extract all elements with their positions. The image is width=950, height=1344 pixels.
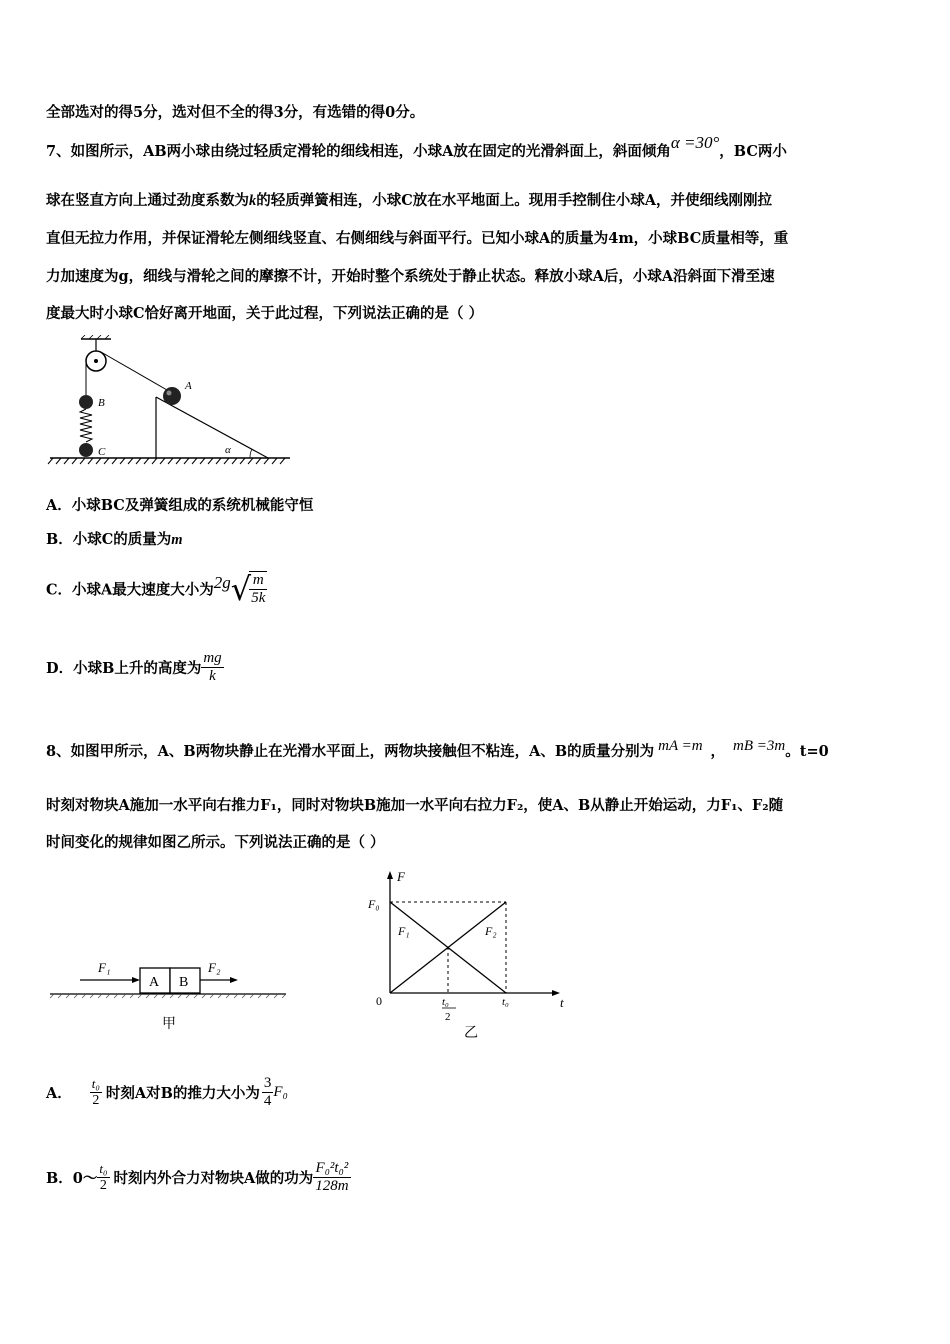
q7-line-2 (46, 189, 772, 210)
q8-option-a-tail: F₀ (273, 1084, 288, 1100)
q7-line-5: 度最大时小球C恰好离开地面，关于此过程，下列说法正确的是（ ） (46, 305, 484, 322)
q7-option-d-text: D．小球B上升的高度为 (46, 660, 202, 677)
instruction-line: 全部选对的得5分，选对但不全的得3分，有选错的得0分。 (46, 104, 425, 121)
q7-line-1 (46, 133, 787, 161)
frac-num: mg (203, 650, 222, 666)
q8-line-1-b: 。t=0 (785, 743, 829, 760)
string-right (101, 352, 167, 390)
q7-option-d[interactable] (46, 650, 224, 685)
f2-label: F₂ (208, 960, 221, 975)
q8-option-b-frac (97, 1161, 109, 1194)
q7-option-c-coef: 2g (213, 573, 231, 592)
label-c: C (98, 446, 106, 458)
q8-sep: ， (710, 743, 726, 760)
q7-line-3: 直但无拉力作用，并保证滑轮左侧细线竖直、右侧细线与斜面平行。已知小球A的质量为4m，小球BC质量相等，重 (46, 230, 789, 247)
q8-option-b[interactable] (46, 1160, 351, 1195)
ball-b (79, 395, 93, 409)
q8-figure-yi (360, 865, 580, 1045)
q7-line-1-b: ，BC两小 (719, 143, 787, 160)
q8-line-3: 时间变化的规律如图乙所示。下列说法正确的是（ ） (46, 834, 385, 851)
ground-hatch (48, 458, 285, 464)
label-b: B (98, 397, 105, 409)
frac-num: 3 (263, 1075, 272, 1091)
f1-curve-label: F₁ (398, 924, 410, 938)
q7-line-2-a: 球在竖直方向上通过劲度系数为 (46, 192, 249, 209)
frac-num: F₀²t₀² (313, 1160, 350, 1178)
q7-k: k (249, 193, 257, 209)
sqrt-icon: √ (230, 570, 252, 608)
q8-option-b-label: B．0～ (46, 1170, 98, 1187)
q8-option-a-label: A． (46, 1085, 72, 1102)
jia-caption: 甲 (162, 1017, 176, 1032)
yi-caption: 乙 (464, 1026, 478, 1041)
ball-c (79, 443, 93, 457)
q8-option-a[interactable] (46, 1075, 288, 1110)
thalf-num: t₀ (442, 996, 449, 1008)
q8-line-1 (46, 740, 829, 761)
label-alpha: α (225, 444, 231, 456)
f2-curve-label: F₂ (485, 924, 497, 938)
frac-den: 128m (315, 1178, 349, 1194)
q7-option-b-math: m (171, 532, 183, 548)
frac-num: m (249, 572, 267, 590)
frac-den: 4 (263, 1093, 272, 1109)
frac-num: t₀ (99, 1161, 108, 1176)
q8-line-2: 时刻对物块A施加一水平向右推力F₁，同时对物块B施加一水平向右拉力F₂，使A、B从静止开始运动，力F₁、F₂随 (46, 797, 784, 814)
q8-ma: mA =m (658, 738, 703, 754)
thalf-den: 2 (445, 1011, 451, 1023)
axis-f-label: F (397, 869, 405, 884)
origin-label: 0 (376, 994, 382, 1008)
q8-option-a-frac (90, 1076, 102, 1109)
q7-option-b-text: B．小球C的质量为 (46, 531, 172, 548)
q7-option-c-text: C．小球A最大速度大小为 (46, 581, 214, 599)
label-a: A (185, 380, 192, 392)
q8-option-a-text: 时刻A对B的推力大小为 (105, 1085, 260, 1102)
frac-den: k (209, 668, 216, 684)
incline-slope (156, 397, 268, 458)
q7-line-1-a: 7、如图所示，AB两小球由绕过轻质定滑轮的细线相连，小球A放在固定的光滑斜面上，斜面倾角 (46, 143, 671, 160)
frac-den: 5k (251, 590, 266, 606)
frac-den: 2 (92, 1093, 100, 1108)
ball-a (163, 387, 181, 405)
f1-label: F₁ (98, 960, 111, 975)
frac-num: t₀ (91, 1076, 100, 1091)
q7-option-c[interactable] (46, 570, 267, 608)
q7-option-d-frac (201, 650, 223, 685)
q7-line-4: 力加速度为g，细线与滑轮之间的摩擦不计，开始时整个系统处于静止状态。释放小球A后，小球A沿斜面下滑至速 (46, 268, 775, 285)
spring (80, 409, 92, 442)
q8-option-b-val (313, 1160, 350, 1195)
frac-den: 2 (99, 1178, 107, 1193)
f0-label: F₀ (368, 897, 380, 911)
q7-option-b[interactable] (46, 528, 183, 549)
q8-mb: mB =3m (733, 738, 786, 754)
q8-option-a-val (262, 1075, 274, 1110)
q8-line-1-a: 8、如图甲所示，A、B两物块静止在光滑水平面上，两物块接触但不粘连，A、B的质量分别为 (46, 743, 655, 760)
q7-option-a[interactable]: A．小球BC及弹簧组成的系统机械能守恒 (46, 497, 314, 514)
q7-alpha: α =30° (670, 133, 720, 152)
q7-option-c-frac (249, 571, 267, 607)
block-a-label: A (149, 975, 160, 990)
block-b-label: B (179, 975, 189, 990)
q7-line-2-b: 的轻质弹簧相连，小球C放在水平地面上。现用手控制住小球A，并使细线刚刚拉 (256, 192, 773, 209)
q7-figure (45, 335, 295, 470)
q8-option-b-text: 时刻内外合力对物块A做的功为 (113, 1170, 314, 1187)
t0-label: t₀ (502, 996, 509, 1008)
axis-t-label: t (560, 995, 564, 1010)
q8-figure-jia (48, 950, 293, 1040)
